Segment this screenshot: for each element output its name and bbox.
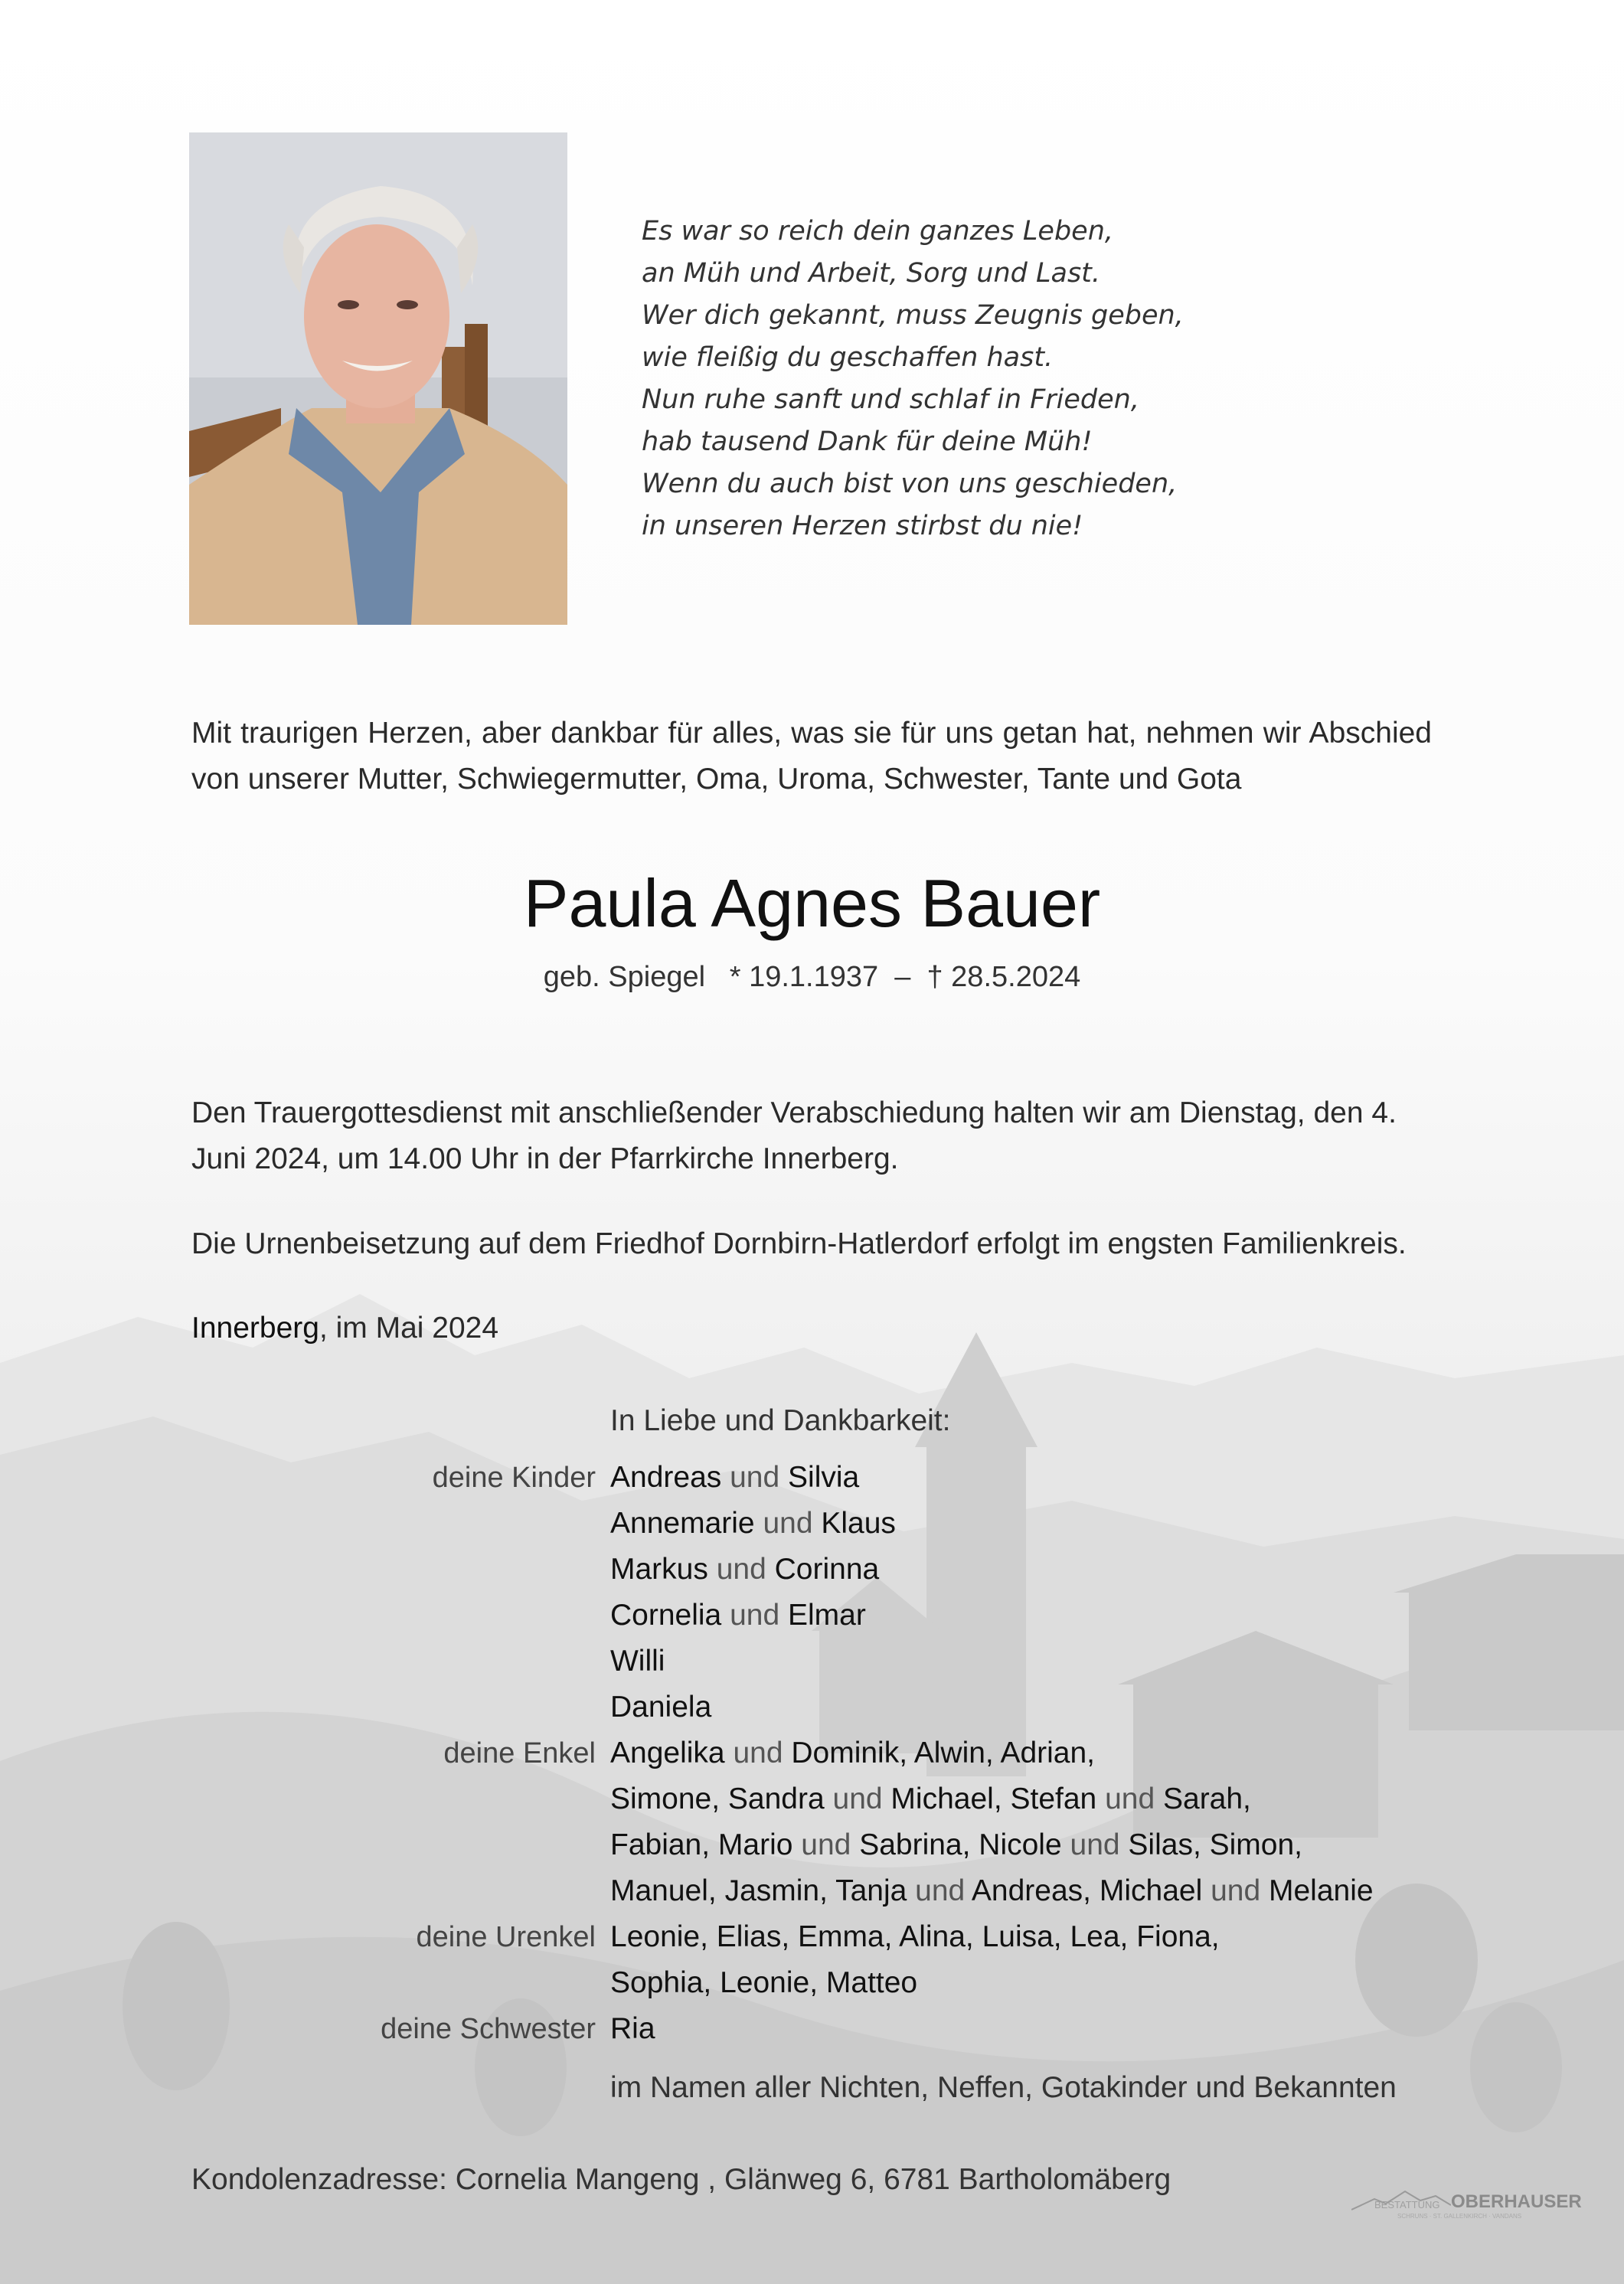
family-row — [291, 1822, 1439, 1868]
family-row — [291, 1914, 1439, 1960]
poem-line: wie fleißig du geschaffen hast. — [642, 342, 1054, 373]
poem-line: an Müh und Arbeit, Sorg und Last. — [642, 258, 1101, 289]
place-date — [191, 1305, 1432, 1351]
family-names: Manuel, Jasmin, Tanja und Andreas, Michael und Melanie — [610, 1874, 1374, 1907]
family-row — [291, 1960, 1439, 2006]
family-row — [291, 1455, 1439, 1501]
poem — [642, 211, 1254, 547]
family-row — [291, 1776, 1439, 1822]
logo-small-text: BESTATTUNG — [1374, 2199, 1440, 2210]
family-names: Sophia, Leonie, Matteo — [610, 1966, 918, 1999]
relation-label: deine Urenkel — [416, 1920, 596, 1953]
poem-line: in unseren Herzen stirbst du nie! — [642, 511, 1083, 541]
burial-text: Die Urnenbeisetzung auf dem Friedhof Dornbirn-Hatlerdorf erfolgt im engsten Familienkreis. — [191, 1227, 1407, 1260]
family-row — [291, 2006, 1439, 2052]
footer-note: im Namen aller Nichten, Neffen, Gotakinder und Bekannten — [610, 2071, 1397, 2104]
family-names: Leonie, Elias, Emma, Alina, Luisa, Lea, Fiona, — [610, 1920, 1220, 1953]
family-row — [291, 1639, 1439, 1684]
logo-name: OBERHAUSER — [1451, 2191, 1582, 2212]
funeral-home-logo — [1351, 2184, 1582, 2224]
family-names: Simone, Sandra und Michael, Stefan und Sarah, — [610, 1782, 1251, 1815]
poem-line: Es war so reich dein ganzes Leben, — [642, 216, 1114, 247]
portrait-image — [189, 132, 567, 625]
family-names: Fabian, Mario und Sabrina, Nicole und Silas, Simon, — [610, 1828, 1302, 1861]
family-names: Daniela — [610, 1691, 712, 1724]
intro-text: Mit traurigen Herzen, aber dankbar für alles, was sie für uns getan hat, nehmen wir Abschied von unserer Mutter, Schwiegermutter, Oma, Uroma, Schwester, Tante und Gota — [191, 717, 1432, 796]
poem-line: Wenn du auch bist von uns geschieden, — [642, 469, 1178, 499]
poem-line: hab tausend Dank für deine Müh! — [642, 426, 1093, 457]
family-row — [291, 1684, 1439, 1730]
family-names: Angelika und Dominik, Alwin, Adrian, — [610, 1737, 1096, 1769]
condolence-address: Kondolenzadresse: Cornelia Mangeng , Glänweg 6, 6781 Bartholomäberg — [191, 2163, 1171, 2196]
deceased-name: Paula Agnes Bauer — [523, 865, 1101, 941]
family-row — [291, 1593, 1439, 1639]
relation-label: deine Schwester — [381, 2012, 596, 2045]
life-dates: geb. Spiegel * 19.1.1937 – † 28.5.2024 — [543, 961, 1081, 993]
poem-line: Nun ruhe sanft und schlaf in Frieden, — [642, 384, 1139, 415]
service-text: Den Trauergottesdienst mit anschließender Verabschiedung halten wir am Dienstag, den 4. Juni 2024, um 14.00 Uhr in der Pfarrkirche Innerberg. — [191, 1096, 1397, 1175]
family-names: Markus und Corinna — [610, 1553, 880, 1586]
family-row — [291, 1501, 1439, 1547]
portrait-photo — [189, 132, 567, 625]
logo-subtext: SCHRUNS · ST. GALLENKIRCH · VANDANS — [1397, 2213, 1522, 2220]
family-names: Cornelia und Elmar — [610, 1599, 866, 1632]
poem-line: Wer dich gekannt, muss Zeugnis geben, — [642, 300, 1184, 331]
family-row — [291, 1868, 1439, 1914]
date-text: , im Mai 2024 — [319, 1312, 499, 1345]
family-names: Annemarie und Klaus — [610, 1507, 896, 1540]
family-list — [291, 1455, 1439, 2052]
family-names: Ria — [610, 2012, 655, 2045]
family-heading: In Liebe und Dankbarkeit: — [610, 1404, 951, 1437]
relation-label: deine Enkel — [443, 1737, 596, 1769]
family-names: Willi — [610, 1645, 665, 1678]
family-names: Andreas und Silvia — [610, 1461, 860, 1494]
place-name: Innerberg — [191, 1312, 319, 1345]
family-row — [291, 1547, 1439, 1593]
relation-label: deine Kinder — [432, 1461, 596, 1494]
family-row — [291, 1730, 1439, 1776]
